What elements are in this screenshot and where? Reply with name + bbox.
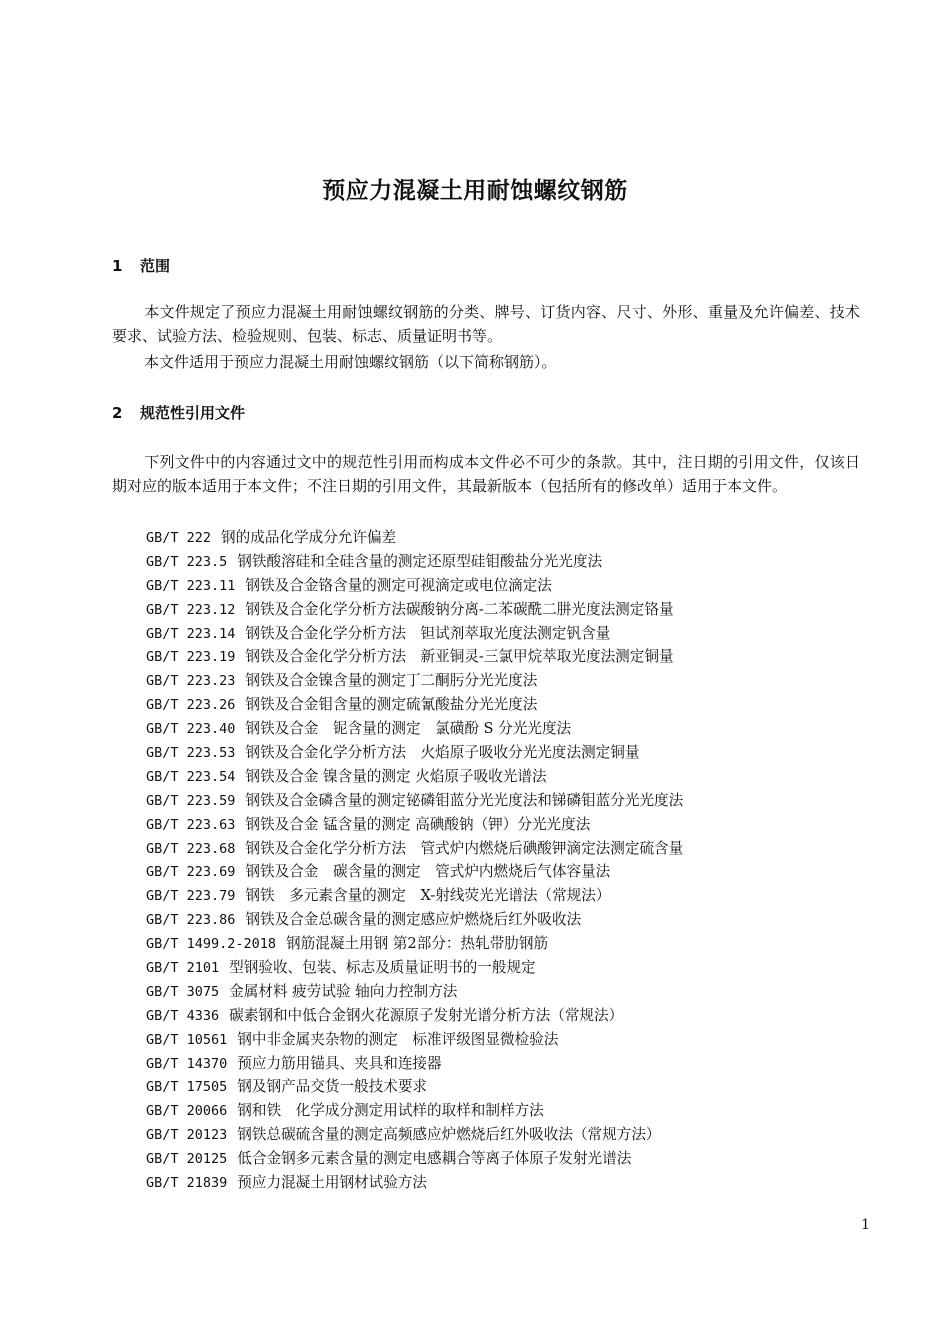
reference-title: 钢铁酸溶硅和全硅含量的测定还原型硅钼酸盐分光光度法 [237, 552, 603, 570]
reference-title: 低合金钢多元素含量的测定电感耦合等离子体原子发射光谱法 [237, 1150, 632, 1168]
reference-code: GB/T 223.79 [146, 888, 236, 905]
reference-item [146, 837, 886, 861]
reference-item [146, 1075, 886, 1099]
reference-title: 钢铁及合金化学分析方法 火焰原子吸收分光光度法测定铜量 [245, 744, 640, 762]
reference-title: 钢铁及合金化学分析方法 新亚铜灵-三氯甲烷萃取光度法测定铜量 [245, 648, 674, 666]
reference-item [146, 741, 886, 765]
reference-code: GB/T 223.40 [146, 721, 236, 738]
reference-title: 钢铁及合金化学分析方法碳酸钠分离-二苯碳酰二肼光度法测定铬量 [245, 600, 674, 618]
reference-item [146, 980, 886, 1004]
reference-code: GB/T 222 [146, 530, 212, 546]
reference-item [146, 813, 886, 837]
reference-code: GB/T 20125 [146, 1151, 228, 1168]
reference-item [146, 622, 886, 646]
reference-title: 钢铁 多元素含量的测定 X-射线荧光光谱法（常规法） [245, 887, 611, 905]
reference-item [146, 1052, 886, 1076]
reference-title: 钢铁及合金 锰含量的测定 高碘酸钠（钾）分光光度法 [245, 815, 591, 833]
reference-title: 钢中非金属夹杂物的测定 标准评级图显微检验法 [237, 1030, 559, 1048]
reference-title: 钢铁及合金 镍含量的测定 火焰原子吸收光谱法 [245, 767, 547, 785]
section-1-number: 1 [112, 257, 123, 275]
section-2-title: 规范性引用文件 [140, 404, 246, 422]
reference-item [146, 1028, 886, 1052]
section-1-paragraph-2: 本文件适用于预应力混凝土用耐蚀螺纹钢筋（以下简称钢筋）。 [144, 353, 557, 371]
reference-title: 钢铁及合金磷含量的测定铋磷钼蓝分光光度法和锑磷钼蓝分光光度法 [245, 791, 684, 809]
reference-item [146, 574, 886, 598]
reference-code: GB/T 14370 [146, 1055, 228, 1072]
reference-item [146, 884, 886, 908]
reference-item [146, 598, 886, 622]
reference-code: GB/T 223.69 [146, 864, 236, 881]
reference-item [146, 860, 886, 884]
reference-code: GB/T 223.59 [146, 792, 236, 809]
page-number: 1 [861, 1217, 870, 1233]
reference-code: GB/T 223.26 [146, 697, 236, 714]
reference-title: 钢铁及合金铬含量的测定可视滴定或电位滴定法 [245, 576, 552, 594]
reference-item [146, 932, 886, 956]
reference-item [146, 765, 886, 789]
reference-item [146, 1171, 886, 1195]
reference-item [146, 645, 886, 669]
reference-code: GB/T 4336 [146, 1007, 220, 1024]
reference-item [146, 789, 886, 813]
reference-title: 钢铁及合金化学分析方法 钽试剂萃取光度法测定钒含量 [245, 624, 611, 642]
reference-title: 钢铁及合金 铌含量的测定 氯磺酚 S 分光光度法 [245, 720, 572, 738]
reference-code: GB/T 223.11 [146, 577, 236, 594]
reference-title: 钢的成品化学成分允许偏差 [221, 529, 397, 546]
reference-title: 钢铁及合金总碳含量的测定感应炉燃烧后红外吸收法 [245, 911, 582, 929]
reference-code: GB/T 223.68 [146, 840, 236, 857]
reference-code: GB/T 223.63 [146, 816, 236, 833]
reference-code: GB/T 223.86 [146, 912, 236, 929]
reference-title: 金属材料 疲劳试验 轴向力控制方法 [229, 982, 458, 1000]
section-2-paragraph-1: 下列文件中的内容通过文中的规范性引用而构成本文件必不可少的条款。其中，注日期的引用文件，仅该日期对应的版本适用于本文件；不注日期的引用文件，其最新版本（包括所有的修改单）适用于本文件。 [112, 453, 860, 495]
reference-item [146, 1099, 886, 1123]
reference-item [146, 956, 886, 980]
reference-code: GB/T 3075 [146, 983, 220, 1000]
reference-title: 型钢验收、包装、标志及质量证明书的一般规定 [229, 959, 536, 977]
reference-item [146, 693, 886, 717]
section-1-title: 范围 [140, 257, 171, 275]
reference-title: 钢铁及合金化学分析方法 管式炉内燃烧后碘酸钾滴定法测定硫含量 [245, 839, 684, 857]
reference-code: GB/T 10561 [146, 1031, 228, 1048]
reference-title: 钢筋混凝土用钢 第2部分：热轧带肋钢筋 [286, 935, 549, 953]
reference-code: GB/T 2101 [146, 960, 220, 977]
reference-code: GB/T 223.53 [146, 745, 236, 762]
reference-code: GB/T 223.5 [146, 553, 228, 570]
reference-item [146, 908, 886, 932]
reference-title: 钢铁总碳硫含量的测定高频感应炉燃烧后红外吸收法（常规方法） [237, 1126, 661, 1144]
reference-title: 钢铁及合金镍含量的测定丁二酮肟分光光度法 [245, 672, 538, 690]
reference-code: GB/T 223.12 [146, 601, 236, 618]
reference-title: 钢铁及合金钼含量的测定硫氰酸盐分光光度法 [245, 696, 538, 714]
reference-code: GB/T 20066 [146, 1103, 228, 1120]
reference-item [146, 1123, 886, 1147]
section-2-heading [112, 402, 245, 423]
section-1-paragraph-1: 本文件规定了预应力混凝土用耐蚀螺纹钢筋的分类、牌号、订货内容、尺寸、外形、重量及允许偏差、技术要求、试验方法、检验规则、包装、标志、质量证明书等。 [112, 303, 860, 345]
reference-code: GB/T 223.23 [146, 673, 236, 690]
section-1-heading [112, 255, 170, 276]
section-2-number: 2 [112, 404, 123, 422]
reference-code: GB/T 223.14 [146, 625, 236, 642]
reference-code: GB/T 20123 [146, 1127, 228, 1144]
reference-code: GB/T 21839 [146, 1175, 228, 1192]
reference-title: 钢及钢产品交货一般技术要求 [237, 1078, 428, 1096]
reference-list [146, 526, 886, 1195]
reference-item [146, 526, 886, 550]
reference-title: 碳素钢和中低合金钢火花源原子发射光谱分析方法（常规法） [229, 1006, 624, 1024]
reference-code: GB/T 223.19 [146, 649, 236, 666]
reference-item [146, 1147, 886, 1171]
reference-title: 预应力混凝土用钢材试验方法 [237, 1174, 428, 1192]
reference-item [146, 550, 886, 574]
reference-item [146, 1004, 886, 1028]
reference-title: 钢和铁 化学成分测定用试样的取样和制样方法 [237, 1102, 544, 1120]
reference-item [146, 717, 886, 741]
reference-item [146, 669, 886, 693]
reference-code: GB/T 17505 [146, 1079, 228, 1096]
reference-code: GB/T 223.54 [146, 768, 236, 785]
reference-title: 预应力筋用锚具、夹具和连接器 [237, 1054, 442, 1072]
reference-code: GB/T 1499.2-2018 [146, 936, 277, 953]
reference-title: 钢铁及合金 碳含量的测定 管式炉内燃烧后气体容量法 [245, 863, 611, 881]
document-title: 预应力混凝土用耐蚀螺纹钢筋 [322, 178, 628, 204]
